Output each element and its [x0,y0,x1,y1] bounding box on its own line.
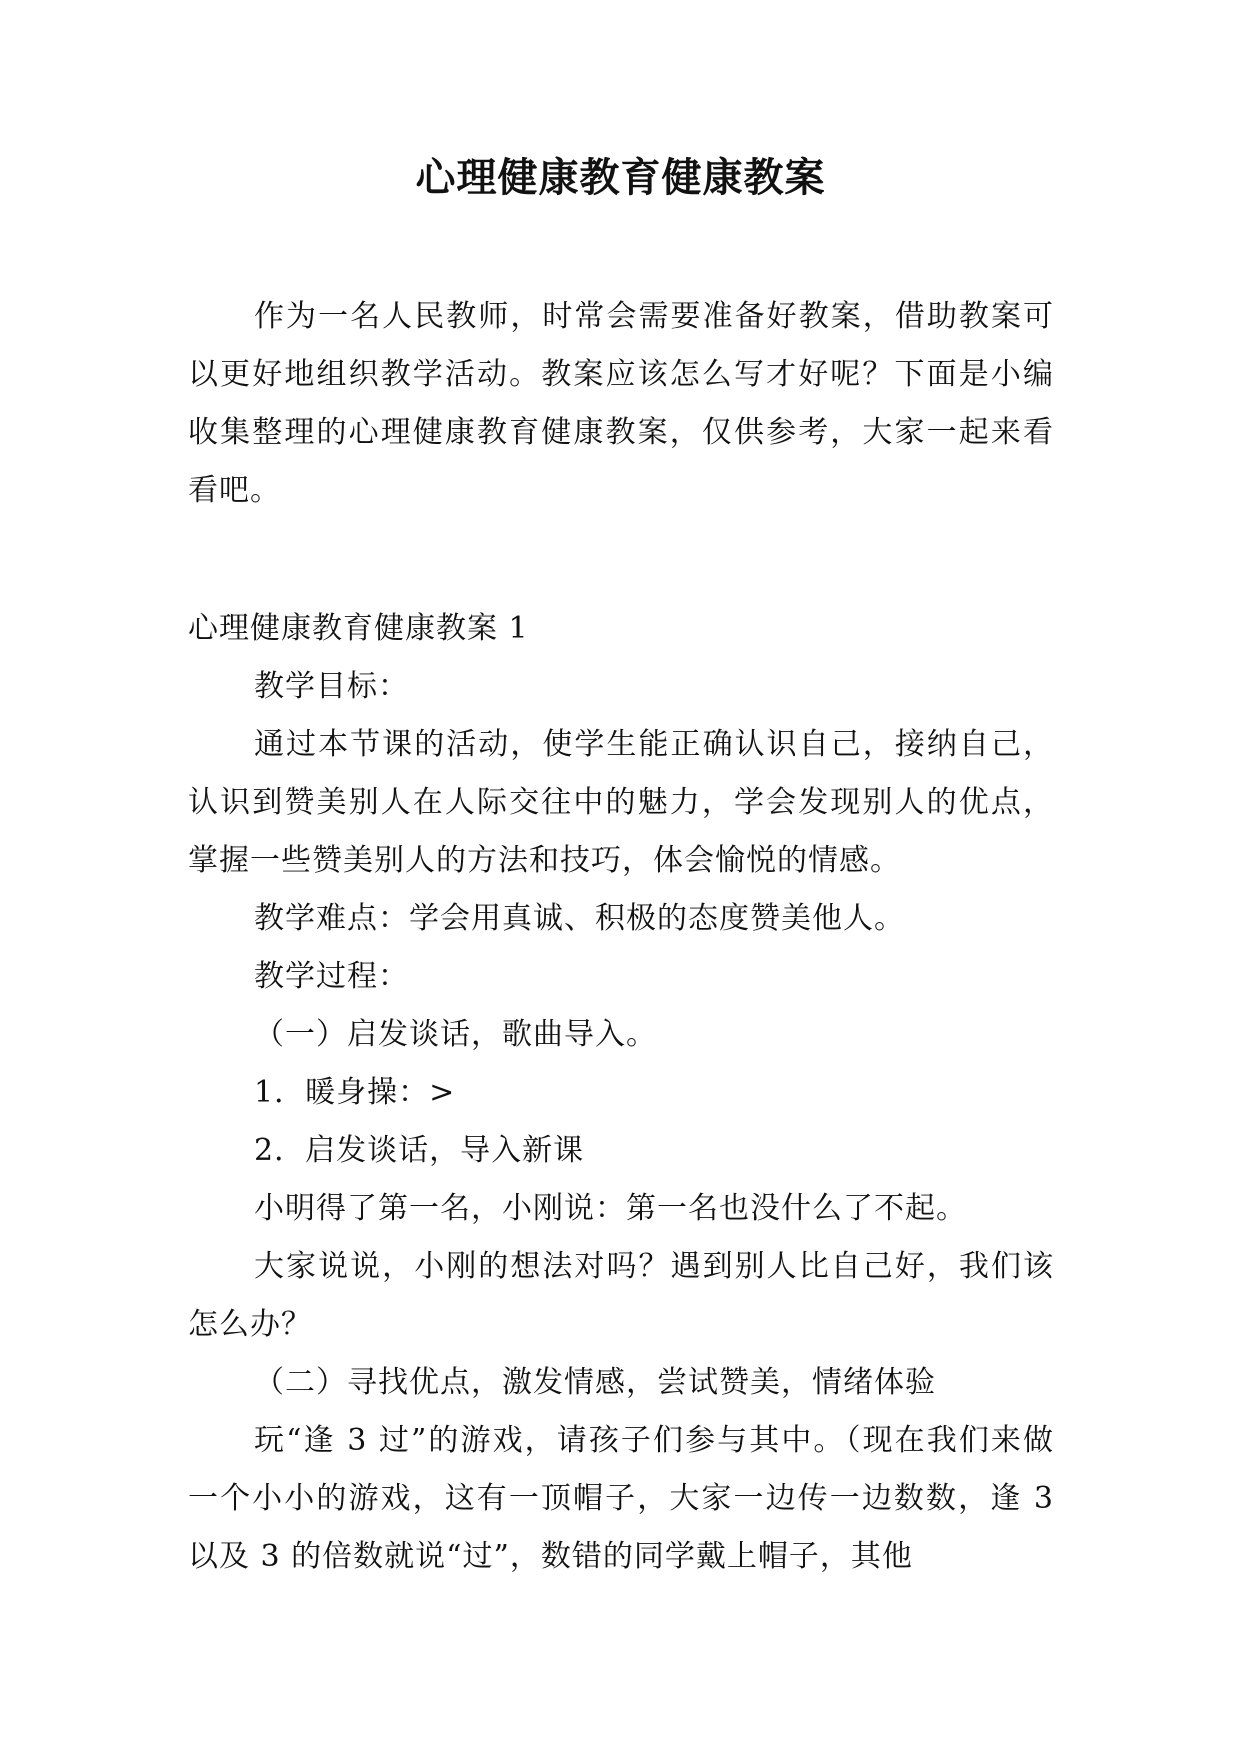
document-body [188,288,1054,1586]
paragraph-teaching-goal: 通过本节课的活动，使学生能正确认识自己，接纳自己，认识到赞美别人在人际交往中的魅力，学会发现别人的优点，掌握一些赞美别人的方法和技巧，体会愉悦的情感。 [188,727,1054,878]
intro-paragraph: 作为一名人民教师，时常会需要准备好教案，借助教案可以更好地组织教学活动。教案应该怎么写才好呢？下面是小编收集整理的心理健康教育健康教案，仅供参考，大家一起来看看吧。 [188,299,1054,508]
paragraph-step-two: （二）寻找优点，激发情感，尝试赞美，情绪体验 [254,1365,936,1400]
paragraph-warmup: 1．暖身操：> [254,1075,456,1110]
paragraph-example: 小明得了第一名，小刚说：第一名也没什么了不起。 [254,1191,967,1226]
paragraph-step-one: （一）启发谈话，歌曲导入。 [254,1017,657,1052]
paragraph-discussion-question: 大家说说，小刚的想法对吗？遇到别人比自己好，我们该怎么办？ [188,1249,1054,1342]
paragraph-teaching-goal-label: 教学目标： [254,669,409,704]
paragraph-introduction-talk: 2．启发谈话，导入新课 [254,1133,585,1168]
document-title: 心理健康教育健康教案 [415,154,826,201]
paragraph-game: 玩“逢 3 过”的游戏，请孩子们参与其中。（现在我们来做一个小小的游戏，这有一顶帽子，大家一边传一边数数，逢 3 以及 3 的倍数就说“过”，数错的同学戴上帽子，其他 [188,1423,1054,1574]
paragraph-teaching-process-label: 教学过程： [254,959,409,994]
section-heading: 心理健康教育健康教案 1 [188,611,529,646]
paragraph-teaching-difficulty: 教学难点：学会用真诚、积极的态度赞美他人。 [254,901,905,936]
